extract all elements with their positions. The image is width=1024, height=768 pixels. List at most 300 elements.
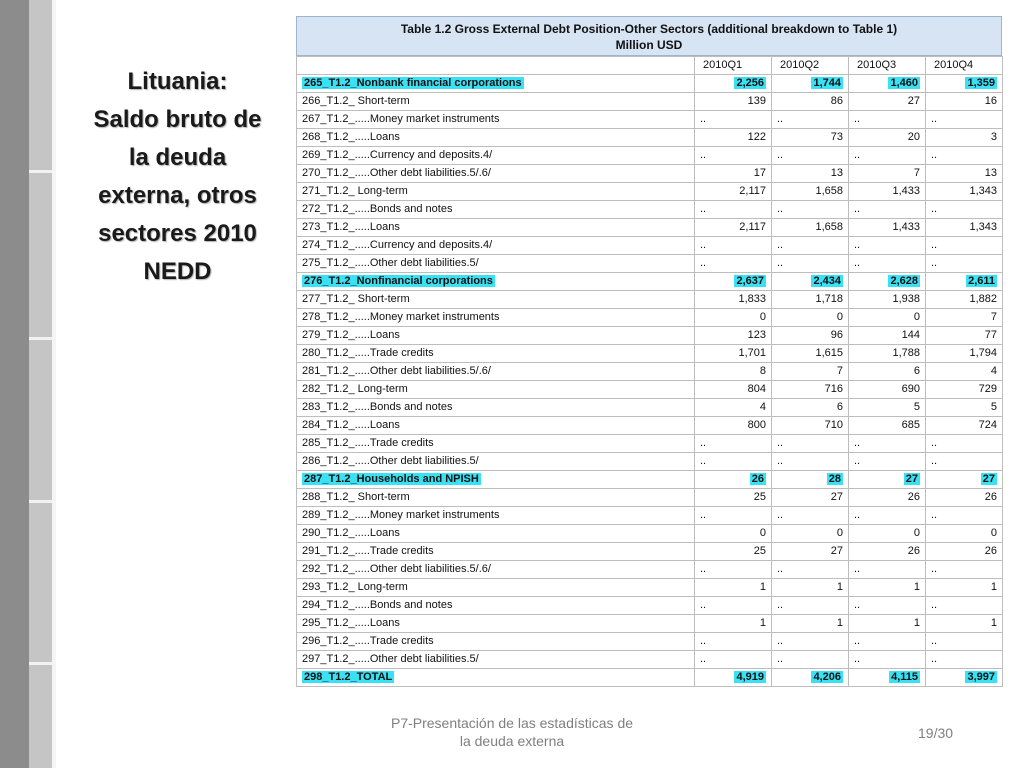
cell-value: 2,637 xyxy=(736,275,764,287)
cell-value: 724 xyxy=(978,419,997,431)
value-cell xyxy=(772,525,849,543)
cell-value: 27 xyxy=(907,95,920,107)
row-label: 292_T1.2_.....Other debt liabilities.5/.6/ xyxy=(302,563,491,575)
row-label: 276_T1.2_Nonfinancial corporations xyxy=(304,275,493,287)
cell-value: 13 xyxy=(984,167,997,179)
value-cell xyxy=(849,111,926,129)
row-label-cell xyxy=(297,327,695,345)
cell-value: .. xyxy=(700,455,707,467)
row-label-cell xyxy=(297,93,695,111)
debt-table-container xyxy=(296,16,1002,687)
value-cell xyxy=(849,291,926,309)
row-label: 277_T1.2_ Short-term xyxy=(302,293,410,305)
cell-value: .. xyxy=(931,257,938,269)
cell-value: .. xyxy=(931,239,938,251)
cell-value: 27 xyxy=(830,491,843,503)
debt-table xyxy=(296,56,1003,687)
row-label-cell xyxy=(297,291,695,309)
row-label: 265_T1.2_Nonbank financial corporations xyxy=(304,77,522,89)
cell-value: .. xyxy=(700,203,707,215)
value-cell xyxy=(849,129,926,147)
value-cell xyxy=(695,75,772,93)
cell-value: .. xyxy=(700,437,707,449)
value-cell xyxy=(695,93,772,111)
cell-value: .. xyxy=(931,635,938,647)
value-cell xyxy=(926,237,1003,255)
value-cell xyxy=(695,579,772,597)
row-label-cell xyxy=(297,75,695,93)
cell-value: 139 xyxy=(747,95,766,107)
value-cell xyxy=(772,273,849,291)
value-cell xyxy=(772,309,849,327)
row-label: 288_T1.2_ Short-term xyxy=(302,491,410,503)
row-label-cell xyxy=(297,417,695,435)
cell-value: 4,115 xyxy=(891,671,918,683)
cell-value: 1,788 xyxy=(892,347,920,359)
table-row xyxy=(297,345,1003,363)
table-row xyxy=(297,201,1003,219)
cell-value: .. xyxy=(700,509,707,521)
cell-value: 4,919 xyxy=(736,671,764,683)
cell-value: 27 xyxy=(830,545,843,557)
header-blank-cell xyxy=(297,57,695,75)
value-cell xyxy=(772,633,849,651)
value-cell xyxy=(695,543,772,561)
cell-value: 690 xyxy=(901,383,920,395)
table-row xyxy=(297,543,1003,561)
column-header: 2010Q2 xyxy=(772,57,849,75)
cell-value: 800 xyxy=(747,419,766,431)
cell-value: .. xyxy=(700,599,707,611)
value-cell xyxy=(772,669,849,687)
row-label: 279_T1.2_.....Loans xyxy=(302,329,400,341)
value-cell xyxy=(772,381,849,399)
row-label: 271_T1.2_ Long-term xyxy=(302,185,408,197)
cell-value: 7 xyxy=(990,311,997,323)
row-label-cell xyxy=(297,399,695,417)
value-cell xyxy=(695,669,772,687)
row-label: 290_T1.2_.....Loans xyxy=(302,527,400,539)
cell-value: 122 xyxy=(747,131,766,143)
value-cell xyxy=(695,327,772,345)
cell-value: .. xyxy=(854,257,861,269)
value-cell xyxy=(926,633,1003,651)
cell-value: 0 xyxy=(836,527,843,539)
value-cell xyxy=(926,345,1003,363)
table-row xyxy=(297,597,1003,615)
left-decor-bar-white xyxy=(52,0,56,768)
value-cell xyxy=(849,435,926,453)
row-label-cell xyxy=(297,183,695,201)
cell-value: 1,433 xyxy=(892,185,920,197)
value-cell xyxy=(695,489,772,507)
row-label: 297_T1.2_.....Other debt liabilities.5/ xyxy=(302,653,479,665)
value-cell xyxy=(926,669,1003,687)
value-cell xyxy=(772,561,849,579)
cell-value: 3 xyxy=(990,131,997,143)
cell-value: .. xyxy=(777,149,784,161)
value-cell xyxy=(849,579,926,597)
row-label-cell xyxy=(297,237,695,255)
value-cell xyxy=(926,525,1003,543)
cell-value: .. xyxy=(777,437,784,449)
decor-gap xyxy=(29,170,52,173)
value-cell xyxy=(695,345,772,363)
row-label-cell xyxy=(297,561,695,579)
value-cell xyxy=(695,291,772,309)
cell-value: 5 xyxy=(913,401,920,413)
cell-value: 1,658 xyxy=(815,221,843,233)
cell-value: 4 xyxy=(990,365,997,377)
row-label-cell xyxy=(297,633,695,651)
footer-line: la deuda externa xyxy=(459,733,565,749)
row-label-cell xyxy=(297,543,695,561)
cell-value: .. xyxy=(854,149,861,161)
value-cell xyxy=(695,309,772,327)
table-row xyxy=(297,615,1003,633)
table-row-subtotal xyxy=(297,669,1003,687)
slide-title-line: Lituania: xyxy=(127,68,228,95)
decor-gap xyxy=(29,662,52,665)
cell-value: .. xyxy=(854,455,861,467)
value-cell xyxy=(772,489,849,507)
row-label: 296_T1.2_.....Trade credits xyxy=(302,635,434,647)
table-row xyxy=(297,309,1003,327)
value-cell xyxy=(926,111,1003,129)
value-cell xyxy=(695,129,772,147)
cell-value: 1 xyxy=(990,581,997,593)
row-label-cell xyxy=(297,201,695,219)
table-row xyxy=(297,417,1003,435)
value-cell xyxy=(772,507,849,525)
cell-value: .. xyxy=(777,599,784,611)
cell-value: 729 xyxy=(978,383,997,395)
value-cell xyxy=(849,669,926,687)
value-cell xyxy=(849,273,926,291)
row-label-cell xyxy=(297,453,695,471)
cell-value: 1,701 xyxy=(738,347,766,359)
cell-value: .. xyxy=(854,509,861,521)
left-decor-bar-dark xyxy=(0,0,29,768)
cell-value: 1 xyxy=(836,581,843,593)
cell-value: 20 xyxy=(907,131,920,143)
row-label: 270_T1.2_.....Other debt liabilities.5/.6/ xyxy=(302,167,491,179)
cell-value: 13 xyxy=(830,167,843,179)
table-row xyxy=(297,525,1003,543)
row-label-cell xyxy=(297,651,695,669)
slide-title-line: externa, otros xyxy=(98,182,257,209)
cell-value: 28 xyxy=(828,473,841,485)
cell-value: 1 xyxy=(990,617,997,629)
table-row xyxy=(297,435,1003,453)
value-cell xyxy=(849,93,926,111)
cell-value: 685 xyxy=(901,419,920,431)
value-cell xyxy=(695,219,772,237)
column-header: 2010Q4 xyxy=(926,57,1003,75)
cell-value: 26 xyxy=(907,545,920,557)
value-cell xyxy=(695,201,772,219)
cell-value: 1,343 xyxy=(969,221,997,233)
row-label-cell xyxy=(297,579,695,597)
row-label: 275_T1.2_.....Other debt liabilities.5/ xyxy=(302,257,479,269)
value-cell xyxy=(695,111,772,129)
table-title xyxy=(296,16,1002,56)
row-label: 278_T1.2_.....Money market instruments xyxy=(302,311,500,323)
cell-value: 4,206 xyxy=(813,671,841,683)
cell-value: .. xyxy=(854,203,861,215)
cell-value: 2,628 xyxy=(890,275,918,287)
row-label-cell xyxy=(297,381,695,399)
cell-value: .. xyxy=(854,437,861,449)
row-label-cell xyxy=(297,345,695,363)
cell-value: .. xyxy=(777,257,784,269)
value-cell xyxy=(849,147,926,165)
value-cell xyxy=(695,597,772,615)
cell-value: 1,882 xyxy=(969,293,997,305)
footer-line: P7-Presentación de las estadísticas de xyxy=(390,715,634,731)
value-cell xyxy=(772,579,849,597)
cell-value: 1 xyxy=(759,581,766,593)
value-cell xyxy=(849,165,926,183)
value-cell xyxy=(772,93,849,111)
cell-value: .. xyxy=(854,635,861,647)
value-cell xyxy=(849,345,926,363)
table-row xyxy=(297,147,1003,165)
row-label-cell xyxy=(297,615,695,633)
cell-value: .. xyxy=(931,509,938,521)
value-cell xyxy=(695,561,772,579)
value-cell xyxy=(772,219,849,237)
cell-value: .. xyxy=(854,239,861,251)
value-cell xyxy=(772,237,849,255)
cell-value: 4 xyxy=(759,401,766,413)
cell-value: .. xyxy=(931,437,938,449)
value-cell xyxy=(926,507,1003,525)
cell-value: 2,117 xyxy=(739,221,766,233)
value-cell xyxy=(772,345,849,363)
value-cell xyxy=(926,129,1003,147)
value-cell xyxy=(695,147,772,165)
table-row-subtotal xyxy=(297,75,1003,93)
row-label-cell xyxy=(297,597,695,615)
table-row-subtotal xyxy=(297,471,1003,489)
value-cell xyxy=(772,363,849,381)
value-cell xyxy=(695,273,772,291)
value-cell xyxy=(772,75,849,93)
value-cell xyxy=(849,363,926,381)
value-cell xyxy=(772,201,849,219)
column-header: 2010Q1 xyxy=(695,57,772,75)
cell-value: 7 xyxy=(836,365,843,377)
row-label: 294_T1.2_.....Bonds and notes xyxy=(302,599,453,611)
cell-value: .. xyxy=(931,113,938,125)
cell-value: 2,434 xyxy=(813,275,841,287)
value-cell xyxy=(849,597,926,615)
value-cell xyxy=(849,561,926,579)
value-cell xyxy=(772,399,849,417)
value-cell xyxy=(849,399,926,417)
cell-value: 6 xyxy=(836,401,843,413)
value-cell xyxy=(926,597,1003,615)
column-header: 2010Q3 xyxy=(849,57,926,75)
value-cell xyxy=(849,525,926,543)
table-row xyxy=(297,165,1003,183)
value-cell xyxy=(772,435,849,453)
row-label: 282_T1.2_ Long-term xyxy=(302,383,408,395)
cell-value: 77 xyxy=(984,329,997,341)
cell-value: .. xyxy=(854,113,861,125)
table-row xyxy=(297,291,1003,309)
value-cell xyxy=(926,75,1003,93)
value-cell xyxy=(926,219,1003,237)
cell-value: 1 xyxy=(836,617,843,629)
cell-value: .. xyxy=(931,149,938,161)
cell-value: 804 xyxy=(747,383,766,395)
value-cell xyxy=(849,75,926,93)
value-cell xyxy=(695,165,772,183)
row-label: 298_T1.2_TOTAL xyxy=(304,671,393,683)
row-label-cell xyxy=(297,489,695,507)
cell-value: .. xyxy=(854,599,861,611)
cell-value: 1,718 xyxy=(815,293,843,305)
row-label-cell xyxy=(297,111,695,129)
cell-value: 2,256 xyxy=(736,77,764,89)
page-number: 19/30 xyxy=(918,725,954,741)
value-cell xyxy=(849,201,926,219)
cell-value: 17 xyxy=(753,167,766,179)
cell-value: 1,615 xyxy=(815,347,843,359)
cell-value: 26 xyxy=(984,545,997,557)
value-cell xyxy=(695,633,772,651)
value-cell xyxy=(926,363,1003,381)
value-cell xyxy=(849,219,926,237)
table-row xyxy=(297,399,1003,417)
cell-value: 0 xyxy=(990,527,997,539)
cell-value: .. xyxy=(777,635,784,647)
cell-value: 6 xyxy=(913,365,920,377)
value-cell xyxy=(772,597,849,615)
value-cell xyxy=(926,273,1003,291)
cell-value: 0 xyxy=(759,527,766,539)
table-row xyxy=(297,93,1003,111)
row-label: 283_T1.2_.....Bonds and notes xyxy=(302,401,453,413)
table-row xyxy=(297,381,1003,399)
cell-value: 2,117 xyxy=(739,185,766,197)
cell-value: 16 xyxy=(984,95,997,107)
value-cell xyxy=(849,327,926,345)
cell-value: 1,343 xyxy=(969,185,997,197)
value-cell xyxy=(772,543,849,561)
row-label-cell xyxy=(297,255,695,273)
value-cell xyxy=(926,435,1003,453)
value-cell xyxy=(772,291,849,309)
value-cell xyxy=(772,453,849,471)
slide-title-line: NEDD xyxy=(143,258,212,285)
cell-value: 1,433 xyxy=(892,221,920,233)
row-label-cell xyxy=(297,363,695,381)
decor-gap xyxy=(29,500,52,503)
cell-value: 1,658 xyxy=(815,185,843,197)
value-cell xyxy=(926,183,1003,201)
cell-value: .. xyxy=(777,653,784,665)
table-row xyxy=(297,183,1003,201)
value-cell xyxy=(849,651,926,669)
table-units: Million USD xyxy=(615,38,683,52)
cell-value: .. xyxy=(700,149,707,161)
value-cell xyxy=(926,651,1003,669)
cell-value: 0 xyxy=(913,311,920,323)
cell-value: 1,938 xyxy=(892,293,920,305)
value-cell xyxy=(772,417,849,435)
value-cell xyxy=(695,435,772,453)
value-cell xyxy=(926,255,1003,273)
row-label: 273_T1.2_.....Loans xyxy=(302,221,400,233)
row-label: 280_T1.2_.....Trade credits xyxy=(302,347,434,359)
cell-value: .. xyxy=(777,113,784,125)
table-row-subtotal xyxy=(297,273,1003,291)
cell-value: .. xyxy=(700,653,707,665)
value-cell xyxy=(926,453,1003,471)
value-cell xyxy=(695,615,772,633)
value-cell xyxy=(695,417,772,435)
row-label-cell xyxy=(297,669,695,687)
row-label: 291_T1.2_.....Trade credits xyxy=(302,545,434,557)
value-cell xyxy=(695,471,772,489)
value-cell xyxy=(849,183,926,201)
value-cell xyxy=(926,93,1003,111)
row-label: 274_T1.2_.....Currency and deposits.4/ xyxy=(302,239,493,251)
value-cell xyxy=(926,579,1003,597)
row-label-cell xyxy=(297,165,695,183)
table-row xyxy=(297,219,1003,237)
debt-table-body xyxy=(297,57,1003,687)
value-cell xyxy=(849,633,926,651)
cell-value: .. xyxy=(777,509,784,521)
value-cell xyxy=(695,507,772,525)
row-label: 268_T1.2_.....Loans xyxy=(302,131,400,143)
cell-value: 1,833 xyxy=(738,293,766,305)
table-row xyxy=(297,327,1003,345)
value-cell xyxy=(849,471,926,489)
value-cell xyxy=(695,381,772,399)
row-label-cell xyxy=(297,507,695,525)
value-cell xyxy=(772,327,849,345)
cell-value: 1 xyxy=(913,581,920,593)
slide-footer xyxy=(360,714,664,750)
cell-value: 26 xyxy=(984,491,997,503)
row-label: 289_T1.2_.....Money market instruments xyxy=(302,509,500,521)
value-cell xyxy=(772,183,849,201)
row-label-cell xyxy=(297,525,695,543)
table-row xyxy=(297,507,1003,525)
row-label: 293_T1.2_ Long-term xyxy=(302,581,408,593)
row-label: 284_T1.2_.....Loans xyxy=(302,419,400,431)
value-cell xyxy=(849,507,926,525)
cell-value: 25 xyxy=(753,545,766,557)
value-cell xyxy=(849,417,926,435)
table-row xyxy=(297,489,1003,507)
row-label-cell xyxy=(297,129,695,147)
value-cell xyxy=(772,165,849,183)
value-cell xyxy=(849,255,926,273)
cell-value: .. xyxy=(777,563,784,575)
value-cell xyxy=(849,489,926,507)
cell-value: 27 xyxy=(982,473,995,485)
value-cell xyxy=(772,471,849,489)
cell-value: 5 xyxy=(990,401,997,413)
cell-value: 710 xyxy=(824,419,843,431)
cell-value: .. xyxy=(777,203,784,215)
